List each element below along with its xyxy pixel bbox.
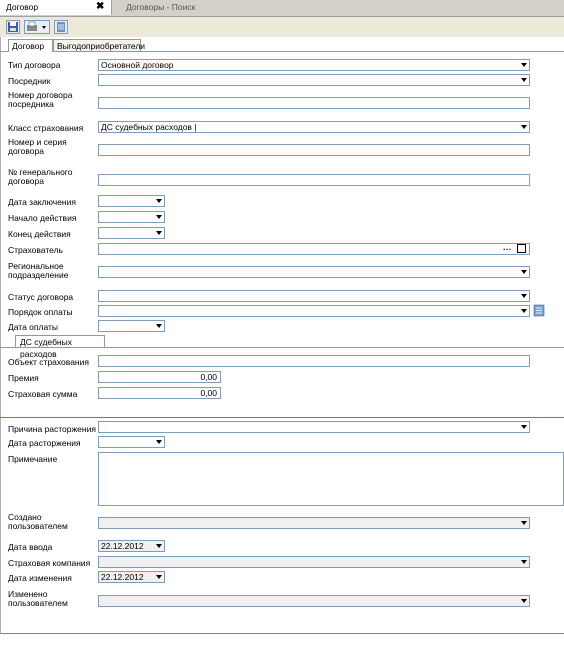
print-button[interactable] bbox=[24, 20, 50, 34]
modified-by-label-2: пользователем bbox=[8, 598, 68, 608]
text-cursor: | bbox=[191, 122, 197, 132]
note-label: Примечание bbox=[8, 454, 58, 464]
contract-type-value: Основной договор bbox=[101, 60, 174, 70]
regional-division-label-1: Региональное bbox=[8, 261, 64, 271]
chevron-down-icon bbox=[521, 270, 527, 274]
contract-status-label: Статус договора bbox=[8, 292, 74, 302]
payment-date-picker[interactable] bbox=[98, 320, 165, 332]
intermediary-number-label-1: Номер договора bbox=[8, 90, 73, 100]
policyholder-label: Страхователь bbox=[8, 245, 63, 255]
created-by-label-1: Создано bbox=[8, 512, 42, 522]
chevron-down-icon bbox=[521, 78, 527, 82]
contract-type-select[interactable] bbox=[98, 59, 530, 71]
termination-date-label: Дата расторжения bbox=[8, 438, 81, 448]
note-textarea[interactable] bbox=[98, 452, 564, 506]
created-by-label-2: пользователем bbox=[8, 521, 68, 531]
entry-date-label: Дата ввода bbox=[8, 542, 53, 552]
payment-order-label: Порядок оплаты bbox=[8, 307, 73, 317]
number-series-label-2: договора bbox=[8, 146, 44, 156]
contract-status-select[interactable] bbox=[98, 290, 530, 302]
chevron-down-icon bbox=[156, 324, 162, 328]
intermediary-number-input[interactable] bbox=[98, 97, 530, 109]
termination-date-picker[interactable] bbox=[98, 436, 165, 448]
start-date-picker[interactable] bbox=[98, 211, 165, 223]
toolbar bbox=[0, 17, 564, 37]
section-tab-divider bbox=[0, 347, 564, 348]
chevron-down-icon bbox=[521, 560, 527, 564]
end-date-picker[interactable] bbox=[98, 227, 165, 239]
chevron-down-icon bbox=[521, 125, 527, 129]
conclusion-date-picker[interactable] bbox=[98, 195, 165, 207]
chevron-down-icon bbox=[521, 294, 527, 298]
chevron-down-icon bbox=[521, 425, 527, 429]
payment-date-label: Дата оплаты bbox=[8, 322, 59, 332]
document-button[interactable] bbox=[54, 20, 68, 34]
insurance-object-input[interactable] bbox=[98, 355, 530, 367]
premium-label: Премия bbox=[8, 373, 39, 383]
modified-date-picker[interactable] bbox=[98, 571, 165, 583]
tab-contracts-search[interactable]: Договоры - Поиск bbox=[126, 2, 196, 12]
policyholder-browse-button[interactable]: ··· bbox=[503, 244, 512, 254]
modified-date-label: Дата изменения bbox=[8, 573, 72, 583]
created-by-select[interactable] bbox=[98, 517, 530, 529]
document-icon bbox=[533, 304, 545, 317]
chevron-down-icon bbox=[156, 215, 162, 219]
conclusion-date-label: Дата заключения bbox=[8, 197, 76, 207]
general-number-label-2: договора bbox=[8, 176, 44, 186]
insurance-object-label: Объект страхования bbox=[8, 357, 89, 367]
insurance-class-select[interactable] bbox=[98, 121, 530, 133]
modified-by-label-1: Изменено bbox=[8, 589, 48, 599]
payment-order-select[interactable] bbox=[98, 305, 530, 317]
document-icon bbox=[55, 21, 67, 33]
save-icon bbox=[7, 21, 19, 33]
chevron-down-icon bbox=[156, 199, 162, 203]
chevron-down-icon bbox=[521, 521, 527, 525]
tab-contract[interactable]: Договор bbox=[0, 0, 112, 15]
regional-division-select[interactable] bbox=[98, 266, 530, 278]
chevron-down-icon bbox=[156, 544, 162, 548]
intermediary-label: Посредник bbox=[8, 76, 51, 86]
chevron-down-icon bbox=[156, 575, 162, 579]
entry-date-value: 22.12.2012 bbox=[101, 541, 144, 551]
tab-form-beneficiaries[interactable]: Выгодоприобретатели bbox=[53, 39, 141, 51]
termination-reason-label: Причина расторжения bbox=[8, 424, 96, 434]
open-link-icon[interactable] bbox=[517, 244, 526, 253]
chevron-down-icon bbox=[521, 599, 527, 603]
chevron-down-icon bbox=[521, 309, 527, 313]
insured-sum-input[interactable]: 0,00 bbox=[98, 387, 221, 399]
termination-reason-select[interactable] bbox=[98, 421, 530, 433]
chevron-down-icon bbox=[156, 440, 162, 444]
intermediary-select[interactable] bbox=[98, 74, 530, 86]
modified-by-select[interactable] bbox=[98, 595, 530, 607]
intermediary-number-label-2: посредника bbox=[8, 99, 54, 109]
chevron-down-icon bbox=[156, 231, 162, 235]
entry-date-picker[interactable] bbox=[98, 540, 165, 552]
number-series-label-1: Номер и серия bbox=[8, 137, 67, 147]
premium-input[interactable]: 0,00 bbox=[98, 371, 221, 383]
tab-form-contract[interactable]: Договор bbox=[8, 39, 53, 52]
insured-sum-label: Страховая сумма bbox=[8, 389, 78, 399]
contract-type-label: Тип договора bbox=[8, 60, 61, 70]
insurance-company-label: Страховая компания bbox=[8, 558, 91, 568]
insurance-class-label: Класс страхования bbox=[8, 123, 84, 133]
end-date-label: Конец действия bbox=[8, 229, 71, 239]
close-tab-button[interactable]: ✖ bbox=[96, 1, 105, 12]
payment-schedule-button[interactable] bbox=[533, 304, 545, 317]
printer-icon bbox=[25, 21, 49, 33]
save-button[interactable] bbox=[6, 20, 20, 34]
number-series-input[interactable] bbox=[98, 144, 530, 156]
insurance-class-value: ДС судебных расходов bbox=[101, 122, 192, 132]
start-date-label: Начало действия bbox=[8, 213, 77, 223]
general-number-input[interactable] bbox=[98, 174, 530, 186]
insurance-company-select[interactable] bbox=[98, 556, 530, 568]
section-bottom-border bbox=[0, 417, 564, 418]
modified-date-value: 22.12.2012 bbox=[101, 572, 144, 582]
general-number-label-1: № генерального bbox=[8, 167, 73, 177]
chevron-down-icon bbox=[521, 63, 527, 67]
tab-legal-expenses[interactable]: ДС судебных расходов bbox=[15, 335, 105, 347]
policyholder-input[interactable] bbox=[98, 243, 530, 255]
regional-division-label-2: подразделение bbox=[8, 270, 69, 280]
